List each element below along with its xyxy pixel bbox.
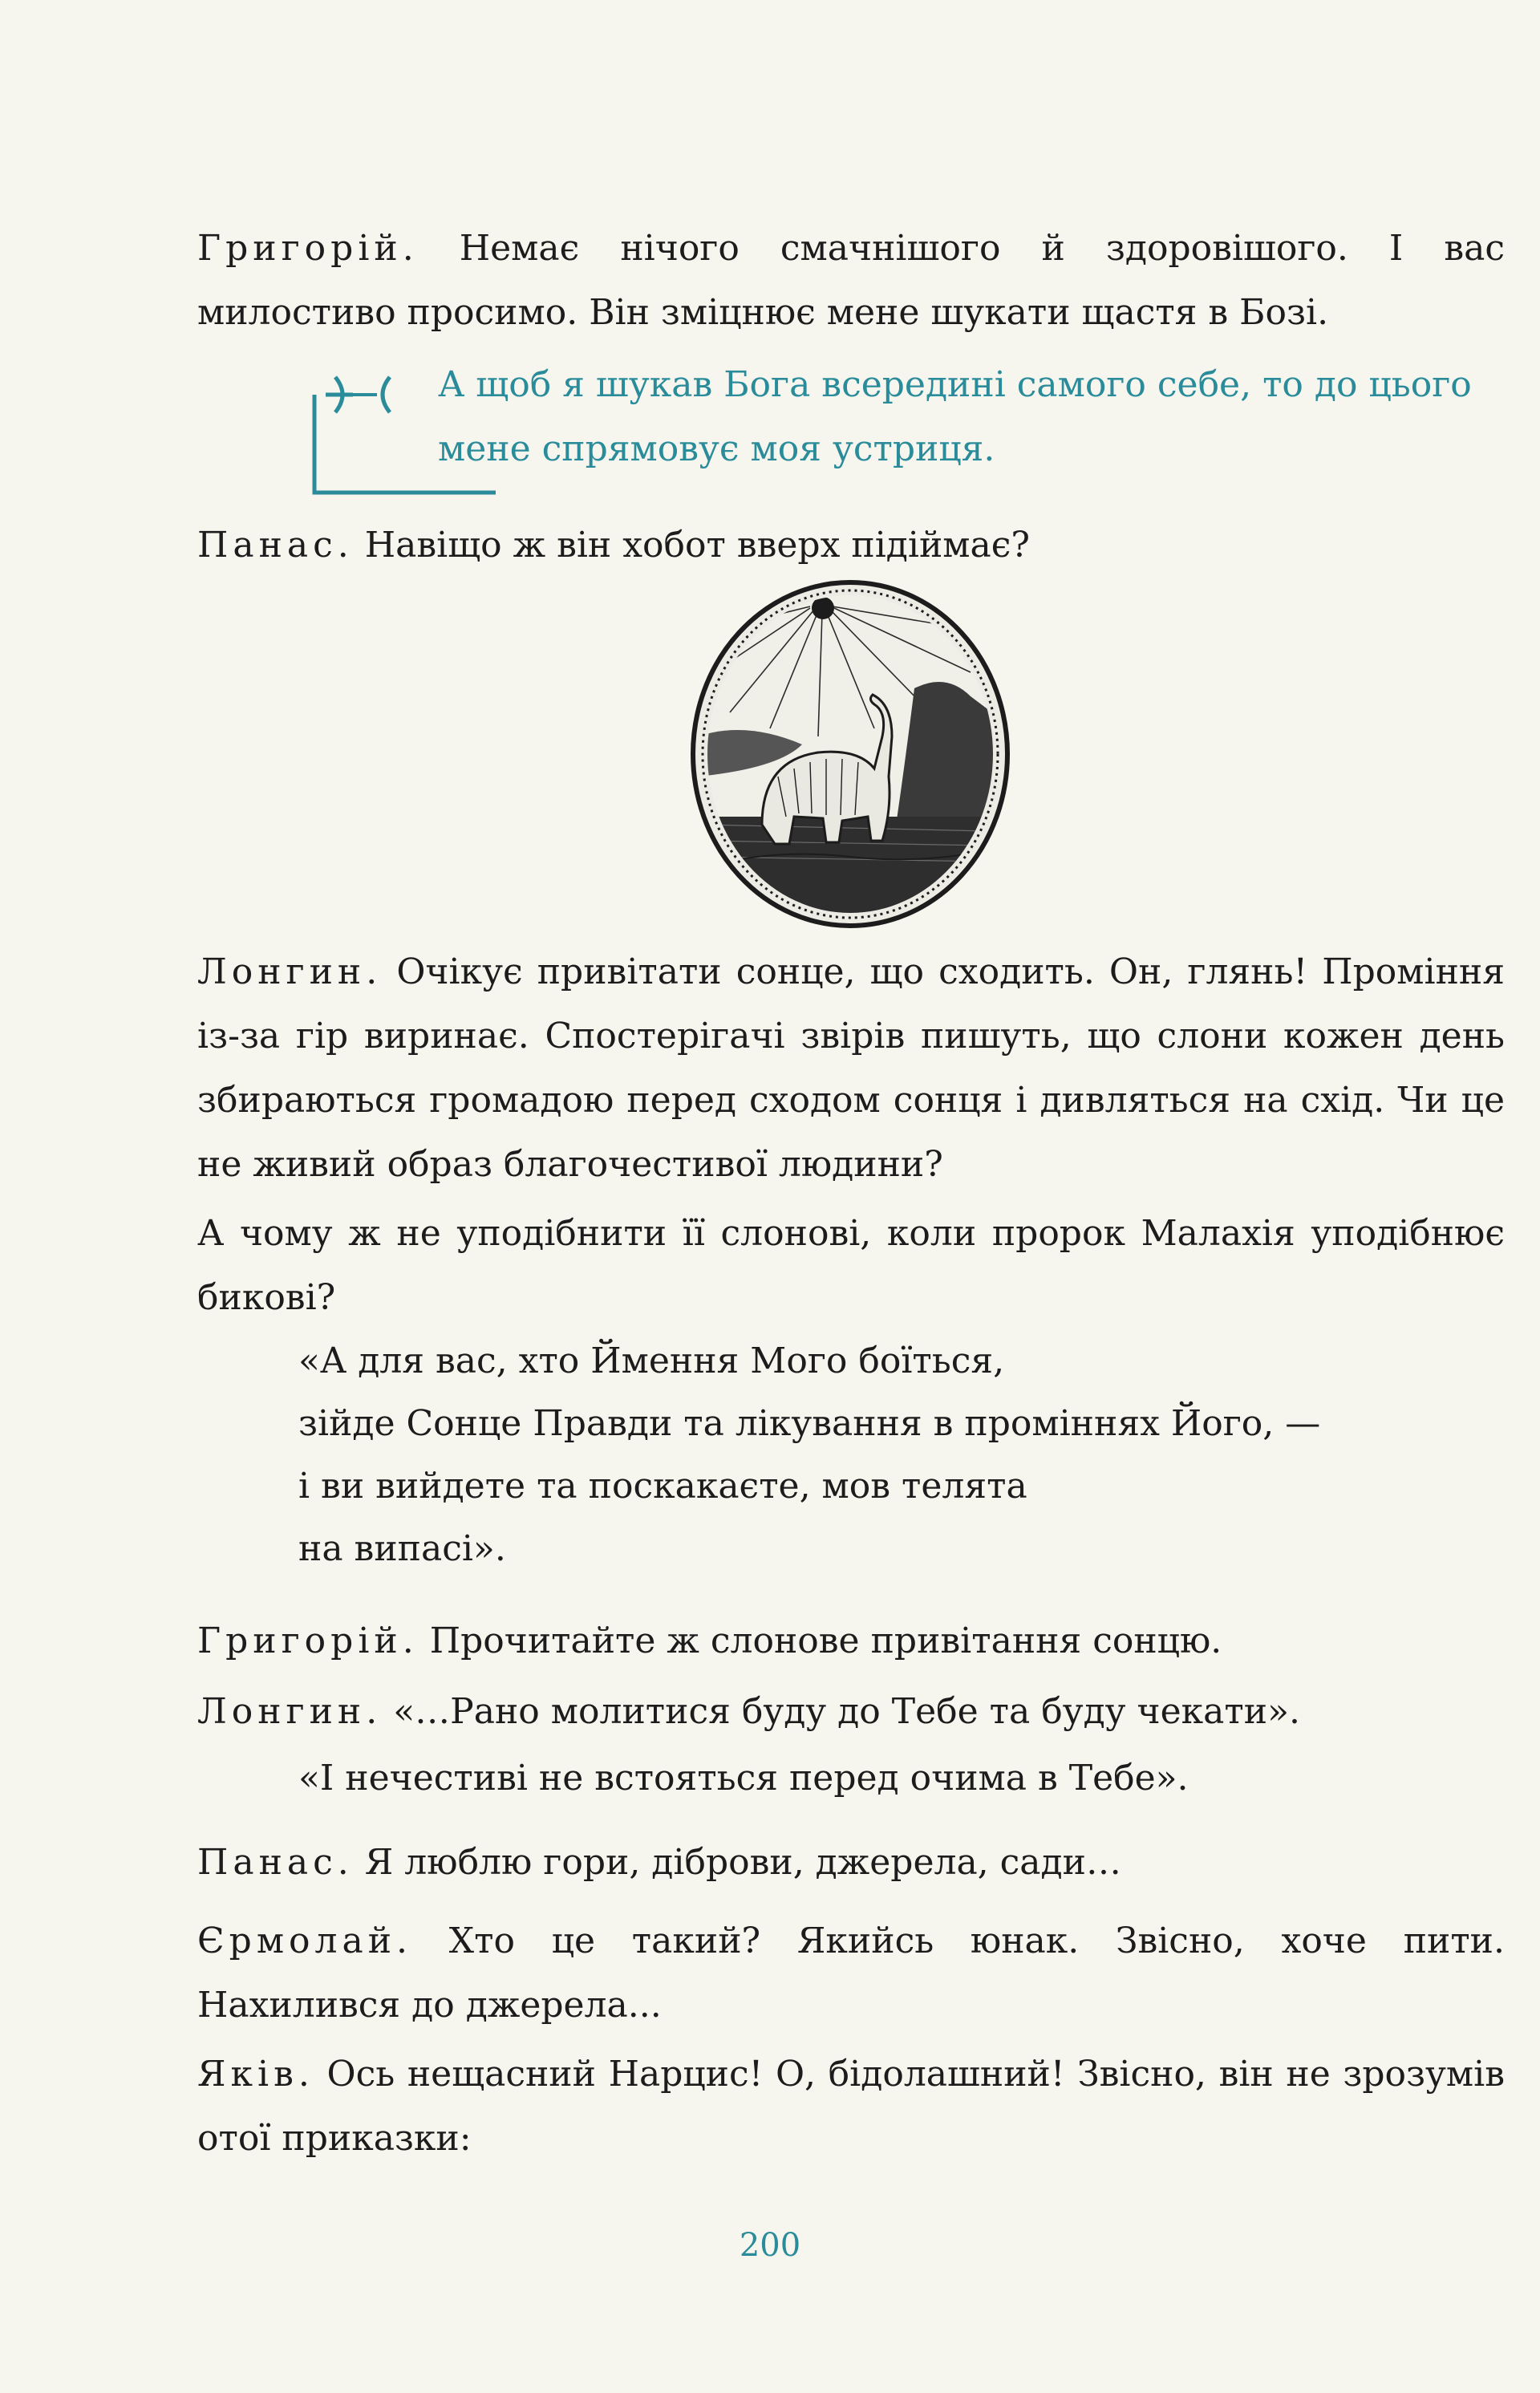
speech-text: Хто це такий? Якийсь юнак. Звісно, хоче пити. Нахилився до джерела... <box>197 1920 1505 2026</box>
speech-text: Очікує привітати сонце, що сходить. Он, глянь! Проміння із-за гір виринає. Спостерігачі звірів пишуть, що слони кожен день збираються громадою перед сходом сонця і дивляться на схід. Чи це не живий образ благочестивої людини? <box>197 951 1505 1185</box>
quote-line: і ви вийдете та поскакаєте, мов телята <box>298 1466 1027 1507</box>
paragraph-grygoriy-1 <box>197 217 1505 345</box>
speaker-name: Єрмолай. <box>197 1920 413 1961</box>
speaker-name: Григорій. <box>197 228 419 269</box>
paragraph-grygoriy-2 <box>197 1609 1505 1673</box>
margin-note: А щоб я шукав Бога всередині самого себе, то до цього мене спрямовує моя устриця. <box>438 364 1472 469</box>
paragraph-panas-2 <box>197 1831 1505 1895</box>
paragraph-longyn-2 <box>197 1680 1505 1744</box>
elephant-sunrise-emblem <box>682 576 1019 929</box>
speech-text: Ось нещасний Нарцис! О, бідолашний! Звісно, він не зрозумів отої приказки: <box>197 2054 1505 2159</box>
scripture-quote-2 <box>298 1747 1421 1810</box>
paragraph-longyn-1 <box>197 940 1505 1197</box>
quote-line: «І нечестиві не встояться перед очима в Тебе». <box>298 1758 1189 1799</box>
paragraph-panas-1 <box>197 513 1505 578</box>
scripture-quote <box>298 1330 1421 1580</box>
speaker-name: Лонгин. <box>197 951 383 992</box>
speaker-name: Лонгин. <box>197 1691 383 1732</box>
quote-line: «А для вас, хто Ймення Мого боїться, <box>298 1340 1005 1381</box>
page-number: 200 <box>739 2227 801 2264</box>
quote-line: зійде Сонце Правди та лікування в проміннях Його, — <box>298 1403 1321 1444</box>
speech-text: «…Рано молитися буду до Тебе та буду чекати». <box>382 1691 1300 1732</box>
speaker-name: Яків. <box>197 2054 314 2095</box>
speaker-name: Панас. <box>197 1842 354 1883</box>
paragraph-continuation <box>197 1202 1505 1330</box>
quote-line: на випасі». <box>298 1528 506 1569</box>
speech-text: Прочитайте ж слонове привітання сонцю. <box>418 1620 1222 1661</box>
speech-text: Навіщо ж він хобот вверх підіймає? <box>353 525 1030 566</box>
speech-text: А чому ж не уподібнити її слонові, коли пророк Малахія уподібнює бикові? <box>197 1213 1505 1318</box>
speaker-name: Григорій. <box>197 1620 419 1661</box>
paragraph-yermolai <box>197 1909 1505 2038</box>
speech-text: Немає нічого смачнішого й здоровішого. І вас милостиво просимо. Він зміцнює мене шукати щастя в Бозі. <box>197 228 1505 333</box>
paragraph-yakiv <box>197 2042 1505 2171</box>
speaker-name: Панас. <box>197 525 354 566</box>
speech-text: Я люблю гори, діброви, джерела, сади… <box>353 1842 1121 1883</box>
